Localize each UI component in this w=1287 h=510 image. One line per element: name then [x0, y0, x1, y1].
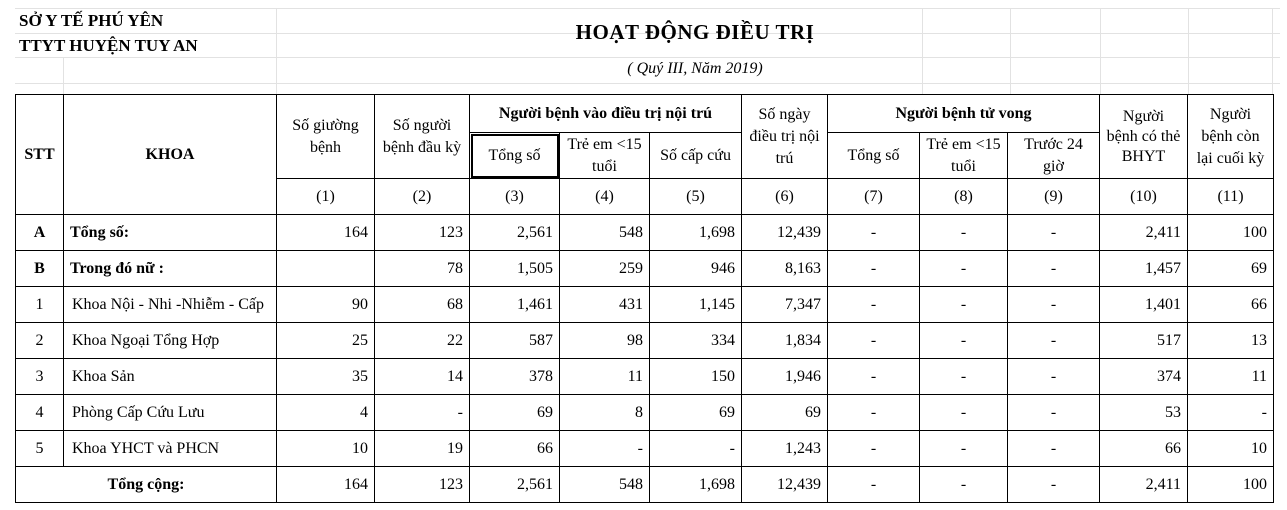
table-row: [16, 359, 1274, 395]
grid-line: [63, 57, 64, 94]
row-cell[interactable]: -: [920, 323, 1008, 359]
row-cell[interactable]: 378: [470, 359, 560, 395]
col-header-death-24h[interactable]: Trước 24 giờ: [1008, 133, 1100, 179]
row-cell[interactable]: 69: [650, 395, 742, 431]
row-cell[interactable]: -: [650, 431, 742, 467]
row-cell[interactable]: 1,698: [650, 215, 742, 251]
table-row: [16, 215, 1274, 251]
row-cell[interactable]: -: [375, 395, 470, 431]
row-khoa[interactable]: Trong đó nữ :: [64, 251, 277, 287]
col-header-inpatient-total[interactable]: Tổng số: [470, 133, 560, 179]
org-line-1: SỞ Y TẾ PHÚ YÊN: [19, 11, 164, 30]
row-cell[interactable]: -: [828, 323, 920, 359]
row-cell[interactable]: -: [1008, 359, 1100, 395]
row-cell[interactable]: 8,163: [742, 251, 828, 287]
col-index[interactable]: (8): [920, 179, 1008, 215]
row-cell[interactable]: 22: [375, 323, 470, 359]
row-cell[interactable]: -: [1188, 395, 1274, 431]
row-cell[interactable]: -: [920, 251, 1008, 287]
row-cell[interactable]: 1,461: [470, 287, 560, 323]
row-cell[interactable]: 78: [375, 251, 470, 287]
row-cell[interactable]: 100: [1188, 215, 1274, 251]
total-cell[interactable]: 548: [560, 467, 650, 503]
row-cell[interactable]: 69: [470, 395, 560, 431]
grid-line: [276, 8, 277, 94]
row-cell[interactable]: -: [828, 215, 920, 251]
row-cell[interactable]: -: [920, 395, 1008, 431]
col-index[interactable]: (6): [742, 179, 828, 215]
row-cell[interactable]: 334: [650, 323, 742, 359]
row-stt[interactable]: 1: [16, 287, 64, 323]
row-khoa[interactable]: Phòng Cấp Cứu Lưu: [64, 395, 277, 431]
table-row: [16, 287, 1274, 323]
row-cell[interactable]: 8: [560, 395, 650, 431]
col-header-beds[interactable]: Số giường bệnh: [277, 95, 375, 179]
row-cell[interactable]: -: [920, 431, 1008, 467]
col-index[interactable]: (7): [828, 179, 920, 215]
grid-line: [1188, 8, 1189, 94]
col-header-treatment-days[interactable]: Số ngày điều trị nội trú: [742, 95, 828, 179]
row-cell[interactable]: 11: [1188, 359, 1274, 395]
col-header-end-patients[interactable]: Người bệnh còn lại cuối kỳ: [1188, 95, 1274, 179]
row-cell[interactable]: 374: [1100, 359, 1188, 395]
org-line-2: TTYT HUYỆN TUY AN: [19, 36, 198, 55]
row-khoa[interactable]: Khoa Ngoại Tổng Hợp: [64, 323, 277, 359]
report-table: [15, 94, 1274, 503]
row-cell[interactable]: 259: [560, 251, 650, 287]
row-cell[interactable]: 66: [1100, 431, 1188, 467]
col-index[interactable]: (4): [560, 179, 650, 215]
col-index[interactable]: (5): [650, 179, 742, 215]
row-cell[interactable]: 14: [375, 359, 470, 395]
total-cell[interactable]: 164: [277, 467, 375, 503]
total-cell[interactable]: 123: [375, 467, 470, 503]
row-cell[interactable]: -: [1008, 431, 1100, 467]
row-cell[interactable]: 7,347: [742, 287, 828, 323]
grid-line: [15, 57, 1280, 58]
row-cell[interactable]: 2,561: [470, 215, 560, 251]
row-cell[interactable]: -: [920, 287, 1008, 323]
total-cell[interactable]: -: [828, 467, 920, 503]
row-cell[interactable]: -: [1008, 215, 1100, 251]
row-cell[interactable]: 68: [375, 287, 470, 323]
total-cell[interactable]: 2,411: [1100, 467, 1188, 503]
page-subtitle: ( Quý III, Năm 2019): [627, 60, 763, 77]
row-cell[interactable]: 1,401: [1100, 287, 1188, 323]
row-khoa[interactable]: Khoa Nội - Nhi -Nhiễm - Cấp: [64, 287, 277, 323]
row-cell[interactable]: 66: [470, 431, 560, 467]
row-cell[interactable]: 98: [560, 323, 650, 359]
row-cell[interactable]: 90: [277, 287, 375, 323]
row-cell[interactable]: 548: [560, 215, 650, 251]
grid-line: [15, 8, 1280, 9]
col-index[interactable]: (10): [1100, 179, 1188, 215]
grid-line: [15, 83, 1280, 84]
table-body: [16, 215, 1274, 467]
row-cell[interactable]: 1,243: [742, 431, 828, 467]
col-header-stt[interactable]: STT: [16, 95, 64, 215]
grid-line: [922, 8, 923, 94]
row-cell[interactable]: -: [828, 359, 920, 395]
row-cell[interactable]: 19: [375, 431, 470, 467]
col-header-death-total[interactable]: Tổng số: [828, 133, 920, 179]
row-cell[interactable]: -: [1008, 251, 1100, 287]
col-index[interactable]: (11): [1188, 179, 1274, 215]
row-cell[interactable]: -: [828, 431, 920, 467]
row-cell[interactable]: -: [828, 251, 920, 287]
row-khoa[interactable]: Khoa YHCT và PHCN: [64, 431, 277, 467]
row-cell[interactable]: 123: [375, 215, 470, 251]
row-cell[interactable]: 587: [470, 323, 560, 359]
table-row: [16, 431, 1274, 467]
col-index[interactable]: (3): [470, 179, 560, 215]
col-index[interactable]: (9): [1008, 179, 1100, 215]
col-index[interactable]: (2): [375, 179, 470, 215]
col-header-group-death[interactable]: Người bệnh tử vong: [828, 95, 1100, 133]
row-cell[interactable]: 25: [277, 323, 375, 359]
row-cell[interactable]: 10: [277, 431, 375, 467]
row-cell[interactable]: 69: [742, 395, 828, 431]
row-cell[interactable]: -: [1008, 287, 1100, 323]
col-header-group-inpatient[interactable]: Người bệnh vào điều trị nội trú: [470, 95, 742, 133]
row-cell[interactable]: 1,145: [650, 287, 742, 323]
row-cell[interactable]: 2,411: [1100, 215, 1188, 251]
row-cell[interactable]: 431: [560, 287, 650, 323]
row-cell[interactable]: 53: [1100, 395, 1188, 431]
row-cell[interactable]: 12,439: [742, 215, 828, 251]
table-row: [16, 323, 1274, 359]
col-header-inpatient-children[interactable]: Trẻ em <15 tuổi: [560, 133, 650, 179]
row-stt[interactable]: 2: [16, 323, 64, 359]
row-cell[interactable]: 35: [277, 359, 375, 395]
col-header-emergency[interactable]: Số cấp cứu: [650, 133, 742, 179]
total-cell[interactable]: 1,698: [650, 467, 742, 503]
row-cell[interactable]: 13: [1188, 323, 1274, 359]
row-stt[interactable]: 3: [16, 359, 64, 395]
row-cell[interactable]: -: [1008, 395, 1100, 431]
col-header-insurance[interactable]: Người bệnh có thẻ BHYT: [1100, 95, 1188, 179]
total-cell[interactable]: 100: [1188, 467, 1274, 503]
total-cell[interactable]: 2,561: [470, 467, 560, 503]
grid-line: [1272, 8, 1273, 94]
row-cell[interactable]: 517: [1100, 323, 1188, 359]
row-cell[interactable]: 10: [1188, 431, 1274, 467]
row-cell[interactable]: 11: [560, 359, 650, 395]
row-cell[interactable]: -: [828, 395, 920, 431]
col-header-death-children[interactable]: Trẻ em <15 tuổi: [920, 133, 1008, 179]
grid-line: [1010, 8, 1011, 94]
row-cell[interactable]: 946: [650, 251, 742, 287]
row-cell[interactable]: 4: [277, 395, 375, 431]
table-row: [16, 251, 1274, 287]
row-khoa[interactable]: Tổng số:: [64, 215, 277, 251]
row-stt[interactable]: 4: [16, 395, 64, 431]
row-cell[interactable]: -: [920, 359, 1008, 395]
row-cell[interactable]: 1,946: [742, 359, 828, 395]
row-cell[interactable]: 1,457: [1100, 251, 1188, 287]
grid-line: [1100, 8, 1101, 94]
row-cell[interactable]: 1,505: [470, 251, 560, 287]
page-title: HOẠT ĐỘNG ĐIỀU TRỊ: [575, 20, 815, 44]
row-cell[interactable]: 66: [1188, 287, 1274, 323]
row-cell[interactable]: 150: [650, 359, 742, 395]
row-khoa[interactable]: Khoa Sản: [64, 359, 277, 395]
row-stt[interactable]: A: [16, 215, 64, 251]
total-label[interactable]: Tổng cộng:: [16, 467, 277, 503]
row-cell[interactable]: 69: [1188, 251, 1274, 287]
row-cell[interactable]: 1,834: [742, 323, 828, 359]
row-cell[interactable]: -: [1008, 323, 1100, 359]
row-cell[interactable]: -: [920, 215, 1008, 251]
col-header-khoa[interactable]: KHOA: [64, 95, 277, 215]
col-index[interactable]: (1): [277, 179, 375, 215]
table-row: [16, 395, 1274, 431]
total-cell[interactable]: -: [1008, 467, 1100, 503]
row-stt[interactable]: B: [16, 251, 64, 287]
row-cell[interactable]: 164: [277, 215, 375, 251]
row-cell[interactable]: -: [560, 431, 650, 467]
total-cell[interactable]: -: [920, 467, 1008, 503]
row-cell[interactable]: [277, 251, 375, 287]
col-header-start-patients[interactable]: Số người bệnh đầu kỳ: [375, 95, 470, 179]
total-cell[interactable]: 12,439: [742, 467, 828, 503]
total-row: [16, 467, 1274, 503]
row-cell[interactable]: -: [828, 287, 920, 323]
row-stt[interactable]: 5: [16, 431, 64, 467]
